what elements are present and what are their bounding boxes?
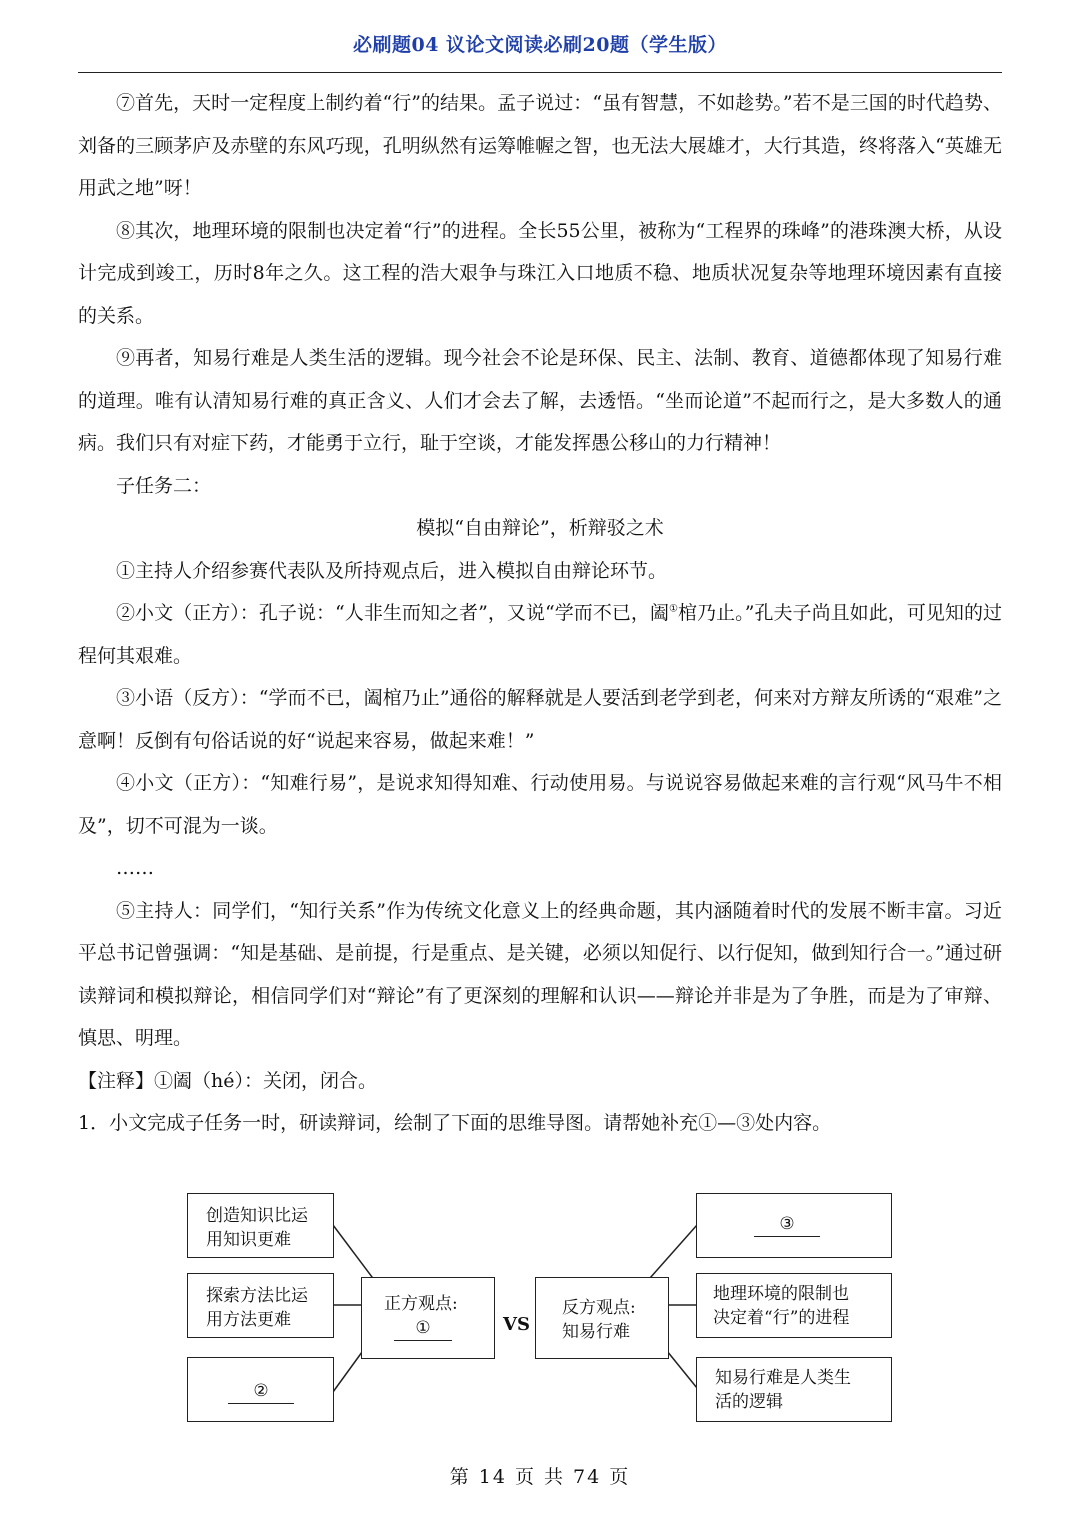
subtask-two-label: 子任务二： <box>116 474 212 497</box>
debate-paragraph-1: ①主持人介绍参赛代表队及所持观点后，进入模拟自由辩论环节。 <box>116 559 668 582</box>
con-viewpoint-value: 知易行难 <box>562 1322 630 1342</box>
footnote-marker: ① <box>669 603 679 615</box>
article-body <box>78 82 1002 1145</box>
con-viewpoint-label: 反方观点: <box>562 1298 636 1318</box>
right-box-2-line-2: 决定着“行”的进程 <box>713 1308 850 1328</box>
blank-answer-2[interactable]: ② <box>228 1379 294 1404</box>
blank-answer-1[interactable]: ① <box>394 1316 452 1341</box>
paragraph-9: ⑨再者，知易行难是人类生活的逻辑。现今社会不论是环保、民主、法制、教育、道德都体现了知易行难的道理。唯有认清知易行难的真正含义、人们才会去了解，去透悟。“坐而论道”不起而行之，是大多数人的通病。我们只有对症下药，才能勇于立行，耻于空谈，才能发挥愚公移山的力行精神！ <box>78 347 1002 454</box>
connector-left-1 <box>333 1225 378 1285</box>
page-footer: 第 14 页 共 74 页 <box>449 1466 631 1488</box>
mindmap-left-box-3 <box>187 1357 334 1422</box>
paragraph-7: ⑦首先，天时一定程度上制约着“行”的结果。孟子说过：“虽有智慧，不如趁势。”若不是三国的时代趋势、刘备的三顾茅庐及赤壁的东风巧现，孔明纵然有运筹帷幄之智，也无法大展雄才，大行其造，终将落入“英雄无用武之地”呀！ <box>78 92 1002 199</box>
debate-paragraph-5: ⑤主持人：同学们，“知行关系”作为传统文化意义上的经典命题，其内涵随着时代的发展不断丰富。习近平总书记曾强调：“知是基础、是前提，行是重点、是关键，必须以知促行、以行促知，做到知行合一。”通过研读辩词和模拟辩论，相信同学们对“辩论”有了更深刻的理解和认识——辩论并非是为了争胜，而是为了审辩、慎思、明理。 <box>78 899 1002 1049</box>
left-box-1-line-1: 创造知识比运 <box>206 1206 308 1226</box>
paragraph-8: ⑧其次，地理环境的限制也决定着“行”的进程。全长55公里，被称为“工程界的珠峰”的港珠澳大桥，从设计完成到竣工，历时8年之久。这工程的浩大艰争与珠江入口地质不稳、地质状况复杂等地理环境因素有直接的关系。 <box>78 219 1002 327</box>
mindmap-left-box-2 <box>187 1273 334 1338</box>
right-box-2-line-1: 地理环境的限制也 <box>713 1284 849 1304</box>
pro-viewpoint-label: 正方观点: <box>384 1294 458 1314</box>
debate-paragraph-4: ④小文（正方）：“知难行易”，是说求知得知难、行动使用易。与说说容易做起来难的言行观“风马牛不相及”，切不可混为一谈。 <box>78 772 1002 837</box>
header-divider <box>78 72 1002 73</box>
right-box-3-line-1: 知易行难是人类生 <box>715 1368 851 1388</box>
annotation-note: 【注释】①阖（hé）：关闭，闭合。 <box>78 1069 377 1092</box>
versus-label: VS <box>503 1314 530 1335</box>
mindmap-con-viewpoint-box <box>535 1277 669 1359</box>
mindmap-left-box-1 <box>187 1193 334 1258</box>
question-1: 1．小文完成子任务一时，研读辩词，绘制了下面的思维导图。请帮她补充①—③处内容。 <box>78 1112 832 1134</box>
left-box-2-line-1: 探索方法比运 <box>206 1286 308 1306</box>
mindmap-right-box-2 <box>696 1273 892 1338</box>
mindmap-pro-viewpoint-box <box>361 1277 495 1359</box>
subtask-subtitle: 模拟“自由辩论”，析辩驳之术 <box>416 517 664 539</box>
connector-right-1 <box>650 1225 697 1278</box>
debate-p2-text-b: 棺乃止。”孔夫子尚且如此，可见知的过程何其艰难。 <box>78 602 1002 667</box>
left-box-2-line-2: 用方法更难 <box>206 1310 291 1330</box>
debate-paragraph-3: ③小语（反方）：“学而不已，阖棺乃止”通俗的解释就是人要活到老学到老，何来对方辩友所诱的“艰难”之意啊！反倒有句俗话说的好“说起来容易，做起来难！” <box>78 687 1002 752</box>
debate-p2-text-a: ②小文（正方）：孔子说：“人非生而知之者”，又说“学而不已，阖 <box>116 602 670 624</box>
mindmap-right-box-1 <box>696 1193 892 1258</box>
page-header-title: 必刷题04 议论文阅读必刷20题（学生版） <box>353 34 727 56</box>
left-box-1-line-2: 用知识更难 <box>206 1230 291 1250</box>
mindmap-right-box-3 <box>696 1357 892 1422</box>
debate-ellipsis: …… <box>116 857 154 879</box>
right-box-3-line-2: 活的逻辑 <box>715 1392 783 1412</box>
blank-answer-3[interactable]: ③ <box>754 1212 820 1237</box>
debate-paragraph-2 <box>78 592 1002 677</box>
